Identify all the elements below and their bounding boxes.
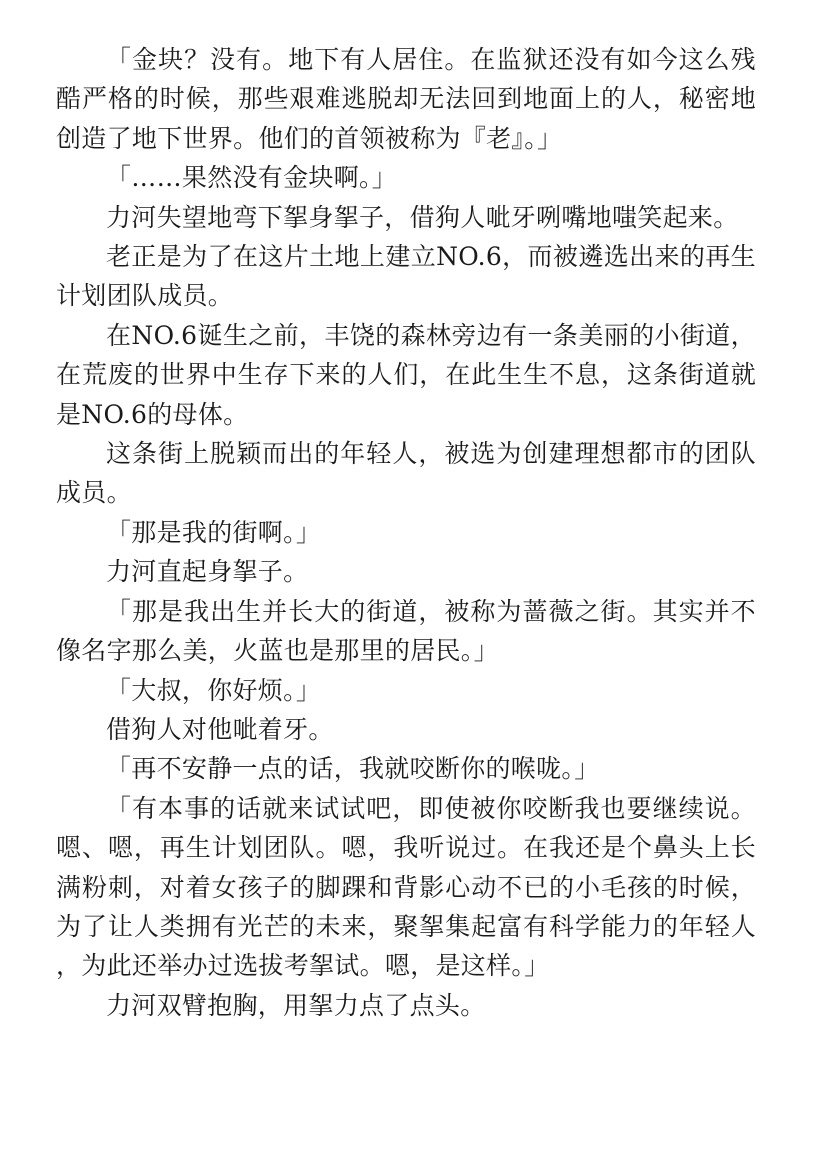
paragraph-1: 「金块？没有。地下有人居住。在监狱还没有如今这么残酷严格的时候，那些艰难逃脱却无法回到地面上的人，秘密地创造了地下世界。他们的首领被称为『老』。」 [56, 45, 756, 153]
paragraph-4: 老正是为了在这片土地上建立NO.6，而被遴选出来的再生计划团队成员。 [56, 242, 756, 311]
paragraph-10: 「大叔，你好烦。」 [106, 675, 322, 705]
paragraph-7: 「那是我的街啊。」 [106, 517, 322, 547]
document-page [56, 40, 756, 1025]
paragraph-6: 这条街上脱颖而出的年轻人，被选为创建理想都市的团队成员。 [56, 439, 756, 508]
paragraph-8: 力河直起身挐子。 [106, 557, 309, 587]
paragraph-9: 「那是我出生并长大的街道，被称为蔷薇之街。其实并不像名字那么美，火蓝也是那里的居民。」 [56, 596, 756, 666]
paragraph-12: 「再不安静一点的话，我就咬断你的喉咙。」 [106, 754, 600, 784]
paragraph-2: 「……果然没有金块啊。」 [106, 163, 398, 193]
paragraph-5: 在NO.6诞生之前，丰饶的森林旁边有一条美丽的小街道，在荒废的世界中生存下来的人们，在此生生不息，这条街道就是NO.6的母体。 [56, 320, 756, 429]
paragraph-11: 借狗人对他呲着牙。 [106, 714, 334, 744]
paragraph-3: 力河失望地弯下挐身挐子，借狗人呲牙咧嘴地嗤笑起来。 [106, 202, 739, 232]
paragraph-14: 力河双臂抱胸，用挐力点了点头。 [106, 990, 486, 1020]
paragraph-13: 「有本事的话就来试试吧，即使被你咬断我也要继续说。嗯、嗯，再生计划团队。嗯，我听说过。在我还是个鼻头上长满粉刺，对着女孩子的脚踝和背影心动不已的小毛孩的时候，为了让人类拥有光芒的未来，聚挐集起富有科学能力的年轻人，为此还举办过选拔考挐试。嗯，是这样。」 [56, 793, 756, 981]
